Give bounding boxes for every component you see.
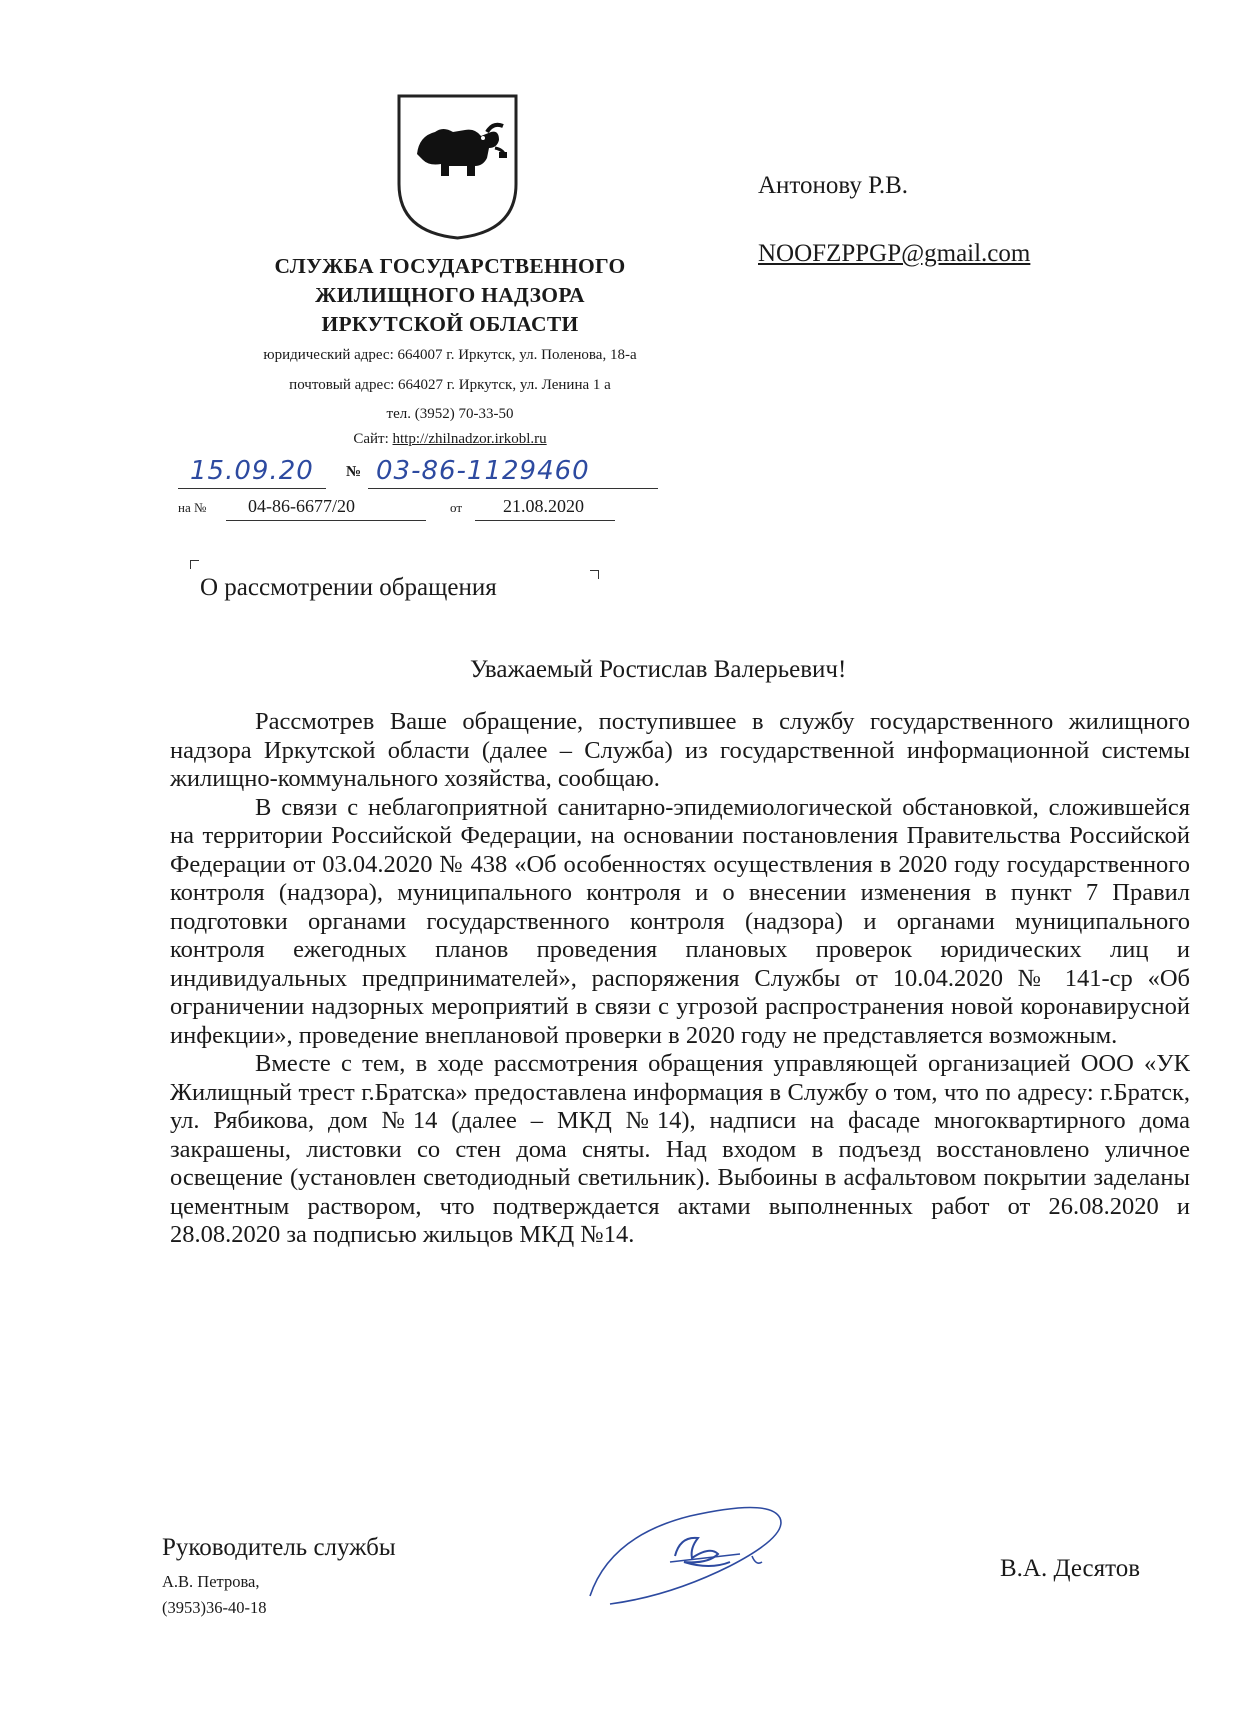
site-label: Сайт: bbox=[353, 431, 393, 447]
reference-number: 04-86-6677/20 bbox=[248, 496, 355, 516]
reference-line bbox=[178, 494, 638, 524]
recipient-name: Антонову Р.В. bbox=[758, 172, 909, 199]
org-phone: тел. (3952) 70-33-50 bbox=[386, 406, 514, 422]
registration-number: 03-86-1129460 bbox=[376, 456, 590, 486]
subject-corner-right bbox=[590, 570, 599, 579]
registration-date-rule bbox=[178, 488, 326, 489]
subject-corner-left bbox=[190, 560, 199, 569]
postal-address: почтовый адрес: 664027 г. Иркутск, ул. Ленина 1 а bbox=[289, 377, 611, 393]
org-name-line-2: ЖИЛИЩНОГО НАДЗОРА bbox=[315, 283, 585, 307]
reference-number-label: на № bbox=[178, 500, 207, 515]
reference-date: 21.08.2020 bbox=[503, 496, 584, 516]
subject-line: О рассмотрении обращения bbox=[200, 574, 497, 601]
greeting: Уважаемый Ростислав Валерьевич! bbox=[470, 656, 847, 683]
recipient-email[interactable]: NOOFZPPGP@gmail.com bbox=[758, 240, 1031, 267]
registration-number-rule bbox=[368, 488, 658, 489]
reference-date-label: от bbox=[450, 500, 463, 515]
registration-date: 15.09.20 bbox=[190, 456, 314, 486]
site-link[interactable]: http://zhilnadzor.irkobl.ru bbox=[392, 431, 547, 447]
coat-of-arms-icon bbox=[395, 92, 520, 242]
handwritten-signature bbox=[580, 1496, 810, 1611]
org-name-line-1: СЛУЖБА ГОСУДАРСТВЕННОГО bbox=[274, 254, 626, 278]
executor-name: А.В. Петрова, bbox=[162, 1572, 260, 1591]
legal-address: юридический адрес: 664007 г. Иркутск, ул. Поленова, 18-а bbox=[263, 347, 637, 363]
signatory-title: Руководитель службы bbox=[162, 1534, 396, 1561]
organization-name bbox=[200, 252, 700, 339]
org-website bbox=[180, 431, 720, 448]
reference-number-rule bbox=[226, 520, 426, 521]
letter-body bbox=[170, 708, 1190, 1250]
org-name-line-3: ИРКУТСКОЙ ОБЛАСТИ bbox=[321, 312, 579, 336]
executor-phone: (3953)36-40-18 bbox=[162, 1598, 267, 1617]
body-paragraph-3: Вместе с тем, в ходе рассмотрения обращения управляющей организацией ООО «УК Жилищный трест г.Братска» предоставлена информация в Службу о том, что по адресу: г.Братск, ул. Рябикова, дом №14 (далее – МКД №14), надписи на фасаде многоквартирного дома закрашены, листовки со стен дома сняты. Над входом в подъезд восстановлено уличное освещение (установлен светодиодный светильник). Выбоины в асфальтовом покрытии заделаны цементным раствором, что подтверждается актами выполненных работ от 26.08.2020 и 28.08.2020 за подписью жильцов МКД №14. bbox=[170, 1050, 1190, 1248]
registration-line bbox=[178, 452, 678, 494]
body-paragraph-2: В связи с неблагоприятной санитарно-эпидемиологической обстановкой, сложившейся на территории Российской Федерации, на основании постановления Правительства Российской Федерации от 03.04.2020 № 438 «Об особенностях осуществления в 2020 году государственного контроля (надзора), муниципального контроля и о внесении изменения в пункт 7 Правил подготовки органами государственного контроля (надзора) и органами муниципального контроля ежегодных планов проведения плановых проверок юридических лиц и индивидуальных предпринимателей», распоряжения Службы от 10.04.2020 № 141-ср «Об ограничении надзорных мероприятий в связи с угрозой распространения новой коронавирусной инфекции», проведение внеплановой проверки в 2020 году не представляется возможным. bbox=[170, 793, 1190, 1049]
body-paragraph-1: Рассмотрев Ваше обращение, поступившее в службу государственного жилищного надзора Иркутской области (далее – Служба) из государственной информационной системы жилищно-коммунального хозяйства, сообщаю. bbox=[170, 708, 1190, 792]
reference-date-rule bbox=[475, 520, 615, 521]
signatory-name: В.А. Десятов bbox=[1000, 1555, 1141, 1582]
registration-number-label: № bbox=[346, 464, 362, 480]
